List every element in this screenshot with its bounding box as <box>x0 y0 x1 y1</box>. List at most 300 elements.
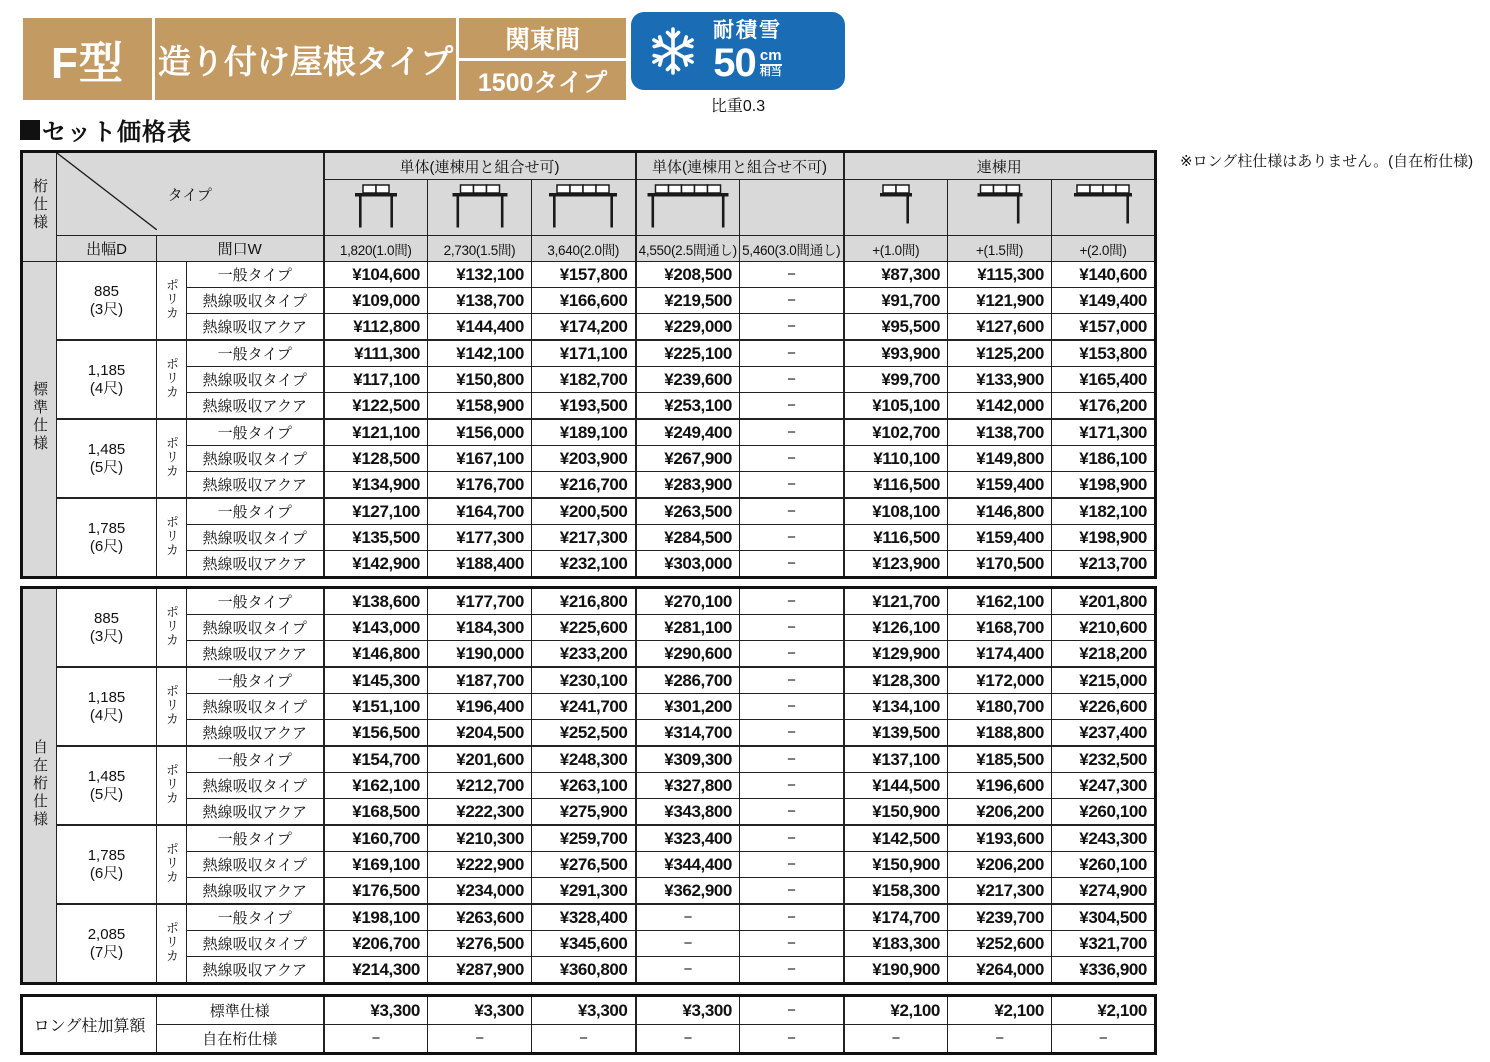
depth-header: 出幅D <box>57 236 157 262</box>
addon-price-cell: − <box>948 1025 1052 1054</box>
price-cell: ¥314,700 <box>636 720 740 747</box>
price-cell: ¥162,100 <box>324 773 428 799</box>
price-cell: ¥110,100 <box>844 446 948 472</box>
dimension-row <box>22 236 1156 262</box>
price-cell: ¥198,100 <box>324 904 428 931</box>
price-cell: ¥203,900 <box>532 446 636 472</box>
panel-type-cell: 熱線吸収アクア <box>187 799 324 826</box>
price-row <box>22 262 1156 288</box>
price-cell: ¥177,700 <box>428 588 532 615</box>
price-cell: ¥281,100 <box>636 615 740 641</box>
panel-type-cell: 熱線吸収タイプ <box>187 931 324 957</box>
addon-price-cell: ¥2,100 <box>1052 996 1156 1025</box>
addon-price-cell: ¥2,100 <box>844 996 948 1025</box>
price-cell: ¥204,500 <box>428 720 532 747</box>
material-cell: ポリカ <box>157 667 187 746</box>
price-cell: ¥184,300 <box>428 615 532 641</box>
column-group-row <box>22 152 1156 180</box>
price-cell: − <box>740 852 844 878</box>
price-cell: ¥252,600 <box>948 931 1052 957</box>
price-cell: ¥190,900 <box>844 957 948 984</box>
price-cell: ¥226,600 <box>1052 694 1156 720</box>
price-cell: ¥144,400 <box>428 314 532 341</box>
price-row <box>22 773 1156 799</box>
price-cell: ¥174,200 <box>532 314 636 341</box>
panel-type-cell: 熱線吸収タイプ <box>187 773 324 799</box>
price-cell: ¥142,900 <box>324 551 428 578</box>
price-cell: ¥214,300 <box>324 957 428 984</box>
price-cell: ¥180,700 <box>948 694 1052 720</box>
price-cell: ¥99,700 <box>844 367 948 393</box>
price-cell: ¥142,100 <box>428 340 532 367</box>
model-badge <box>23 18 152 100</box>
price-cell: ¥230,100 <box>532 667 636 694</box>
price-cell: ¥267,900 <box>636 446 740 472</box>
price-cell: ¥159,400 <box>948 525 1052 551</box>
price-cell: ¥218,200 <box>1052 641 1156 668</box>
price-cell: ¥123,900 <box>844 551 948 578</box>
price-cell: − <box>740 314 844 341</box>
price-cell: ¥284,500 <box>636 525 740 551</box>
price-cell: ¥212,700 <box>428 773 532 799</box>
roof-icon-cell <box>532 180 636 236</box>
roof-diagram-icon <box>533 180 633 230</box>
price-cell: ¥344,400 <box>636 852 740 878</box>
price-cell: ¥345,600 <box>532 931 636 957</box>
price-cell: ¥188,800 <box>948 720 1052 747</box>
price-cell: ¥206,200 <box>948 852 1052 878</box>
price-cell: ¥109,000 <box>324 288 428 314</box>
section-title <box>20 112 192 147</box>
price-cell: ¥276,500 <box>428 931 532 957</box>
panel-type-cell: 熱線吸収アクア <box>187 720 324 747</box>
girder-spec-header: 桁仕様 <box>22 152 57 262</box>
price-cell: ¥222,900 <box>428 852 532 878</box>
price-cell: − <box>740 773 844 799</box>
long-post-addon-table <box>20 994 1157 1055</box>
price-cell: ¥259,700 <box>532 825 636 852</box>
price-cell: ¥165,400 <box>1052 367 1156 393</box>
price-row <box>22 799 1156 826</box>
dimension-header: +(1.5間) <box>948 236 1052 262</box>
price-cell: ¥151,100 <box>324 694 428 720</box>
roof-diagram-icon <box>326 180 426 230</box>
price-cell: ¥201,800 <box>1052 588 1156 615</box>
price-row <box>22 419 1156 446</box>
price-cell: ¥158,300 <box>844 878 948 905</box>
price-cell: ¥128,500 <box>324 446 428 472</box>
price-cell: − <box>740 446 844 472</box>
addon-price-cell: − <box>740 996 844 1025</box>
price-cell: − <box>740 746 844 773</box>
price-cell: ¥208,500 <box>636 262 740 288</box>
dimension-header: 3,640(2.0間) <box>532 236 636 262</box>
price-row <box>22 525 1156 551</box>
price-cell: − <box>740 340 844 367</box>
roof-type-label: 造り付け屋根タイプ <box>157 42 454 80</box>
price-cell: ¥229,000 <box>636 314 740 341</box>
standard-spec-table <box>20 150 1157 579</box>
price-row <box>22 498 1156 525</box>
price-cell: ¥162,100 <box>948 588 1052 615</box>
price-cell: ¥150,800 <box>428 367 532 393</box>
dimension-header: 1,820(1.0間) <box>324 236 428 262</box>
roof-diagram-icon <box>950 180 1050 230</box>
price-cell: − <box>740 694 844 720</box>
price-cell: ¥188,400 <box>428 551 532 578</box>
price-cell: ¥122,500 <box>324 393 428 420</box>
price-cell: ¥263,100 <box>532 773 636 799</box>
roof-icon-cell <box>324 180 428 236</box>
snow-load-title: 耐積雪 <box>713 18 782 42</box>
price-cell: ¥360,800 <box>532 957 636 984</box>
snow-load-unit: cm <box>759 46 782 64</box>
price-cell: ¥156,000 <box>428 419 532 446</box>
price-row <box>22 288 1156 314</box>
panel-type-cell: 一般タイプ <box>187 588 324 615</box>
price-cell: ¥362,900 <box>636 878 740 905</box>
roof-icon-cell <box>636 180 740 236</box>
price-cell: ¥132,100 <box>428 262 532 288</box>
price-cell: ¥104,600 <box>324 262 428 288</box>
price-cell: ¥336,900 <box>1052 957 1156 984</box>
price-cell: ¥216,800 <box>532 588 636 615</box>
roof-icon-cell <box>740 180 844 236</box>
price-cell: ¥144,500 <box>844 773 948 799</box>
price-row <box>22 367 1156 393</box>
module-label: 関東間 <box>504 26 580 54</box>
addon-price-cell: ¥3,300 <box>428 996 532 1025</box>
price-cell: ¥198,900 <box>1052 472 1156 499</box>
roof-icon-cell <box>844 180 948 236</box>
price-cell: ¥174,700 <box>844 904 948 931</box>
price-cell: ¥93,900 <box>844 340 948 367</box>
addon-spec-cell: 自在桁仕様 <box>157 1025 324 1054</box>
price-cell: ¥274,900 <box>1052 878 1156 905</box>
price-row <box>22 615 1156 641</box>
panel-type-cell: 一般タイプ <box>187 419 324 446</box>
price-cell: ¥323,400 <box>636 825 740 852</box>
addon-price-cell: − <box>324 1025 428 1054</box>
price-row <box>22 551 1156 578</box>
price-row <box>22 588 1156 615</box>
price-cell: ¥217,300 <box>948 878 1052 905</box>
price-cell: ¥196,400 <box>428 694 532 720</box>
price-cell: ¥239,600 <box>636 367 740 393</box>
price-cell: ¥309,300 <box>636 746 740 773</box>
price-cell: ¥170,500 <box>948 551 1052 578</box>
price-cell: ¥343,800 <box>636 799 740 826</box>
price-cell: ¥321,700 <box>1052 931 1156 957</box>
price-cell: ¥159,400 <box>948 472 1052 499</box>
price-cell: ¥156,500 <box>324 720 428 747</box>
price-cell: ¥145,300 <box>324 667 428 694</box>
addon-price-cell: ¥3,300 <box>636 996 740 1025</box>
panel-type-cell: 熱線吸収タイプ <box>187 446 324 472</box>
panel-type-cell: 一般タイプ <box>187 262 324 288</box>
price-cell: ¥115,300 <box>948 262 1052 288</box>
panel-type-cell: 熱線吸収アクア <box>187 551 324 578</box>
price-cell: ¥171,300 <box>1052 419 1156 446</box>
depth-cell: 1,485 (5尺) <box>57 419 157 498</box>
price-cell: − <box>636 904 740 931</box>
price-cell: ¥176,700 <box>428 472 532 499</box>
roof-diagram-icon <box>430 180 530 230</box>
material-cell: ポリカ <box>157 904 187 984</box>
width-header: 間口W <box>157 236 324 262</box>
material-cell: ポリカ <box>157 340 187 419</box>
material-cell: ポリカ <box>157 498 187 578</box>
price-cell: ¥275,900 <box>532 799 636 826</box>
price-cell: ¥121,900 <box>948 288 1052 314</box>
price-cell: ¥153,800 <box>1052 340 1156 367</box>
material-cell: ポリカ <box>157 419 187 498</box>
module-badge <box>459 18 626 58</box>
price-cell: ¥126,100 <box>844 615 948 641</box>
price-cell: ¥260,100 <box>1052 799 1156 826</box>
panel-type-cell: 熱線吸収タイプ <box>187 615 324 641</box>
addon-price-cell: ¥3,300 <box>532 996 636 1025</box>
panel-type-cell: 一般タイプ <box>187 746 324 773</box>
price-cell: ¥247,300 <box>1052 773 1156 799</box>
price-cell: ¥168,500 <box>324 799 428 826</box>
section-title-label: セット価格表 <box>42 119 192 146</box>
column-group-header: 単体(連棟用と組合せ可) <box>324 152 636 180</box>
snow-load-badge <box>631 12 845 90</box>
price-row <box>22 694 1156 720</box>
price-cell: ¥327,800 <box>636 773 740 799</box>
panel-type-cell: 一般タイプ <box>187 498 324 525</box>
price-cell: ¥121,100 <box>324 419 428 446</box>
price-cell: ¥127,600 <box>948 314 1052 341</box>
addon-row <box>22 1025 1156 1054</box>
dimension-header: 4,550(2.5間通し) <box>636 236 740 262</box>
price-cell: ¥301,200 <box>636 694 740 720</box>
price-cell: − <box>740 588 844 615</box>
panel-type-cell: 熱線吸収タイプ <box>187 525 324 551</box>
price-cell: ¥216,700 <box>532 472 636 499</box>
price-cell: ¥142,500 <box>844 825 948 852</box>
price-cell: ¥290,600 <box>636 641 740 668</box>
price-cell: ¥249,400 <box>636 419 740 446</box>
addon-spec-cell: 標準仕様 <box>157 996 324 1025</box>
price-cell: ¥196,600 <box>948 773 1052 799</box>
depth-cell: 885 (3尺) <box>57 588 157 668</box>
roof-icon-cell <box>948 180 1052 236</box>
price-cell: ¥283,900 <box>636 472 740 499</box>
price-cell: ¥200,500 <box>532 498 636 525</box>
price-cell: ¥210,600 <box>1052 615 1156 641</box>
price-cell: ¥116,500 <box>844 525 948 551</box>
price-cell: − <box>740 957 844 984</box>
price-row <box>22 446 1156 472</box>
jizai-spec-table <box>20 586 1157 985</box>
price-row <box>22 340 1156 367</box>
price-cell: ¥143,000 <box>324 615 428 641</box>
price-cell: ¥138,700 <box>948 419 1052 446</box>
price-cell: ¥146,800 <box>948 498 1052 525</box>
panel-type-cell: 一般タイプ <box>187 904 324 931</box>
snow-load-unit-suffix: 相当 <box>759 65 782 78</box>
price-cell: ¥127,100 <box>324 498 428 525</box>
price-cell: ¥168,700 <box>948 615 1052 641</box>
price-cell: − <box>740 525 844 551</box>
type-header-label: タイプ <box>167 186 212 204</box>
price-cell: ¥149,800 <box>948 446 1052 472</box>
panel-type-cell: 熱線吸収タイプ <box>187 288 324 314</box>
price-cell: ¥158,900 <box>428 393 532 420</box>
panel-type-cell: 熱線吸収アクア <box>187 957 324 984</box>
price-row <box>22 314 1156 341</box>
price-cell: ¥133,900 <box>948 367 1052 393</box>
price-cell: ¥287,900 <box>428 957 532 984</box>
price-cell: ¥198,900 <box>1052 525 1156 551</box>
price-cell: ¥206,200 <box>948 799 1052 826</box>
material-cell: ポリカ <box>157 262 187 341</box>
title-square-icon <box>20 120 40 140</box>
price-cell: − <box>740 367 844 393</box>
price-row <box>22 472 1156 499</box>
panel-type-cell: 一般タイプ <box>187 340 324 367</box>
price-cell: ¥304,500 <box>1052 904 1156 931</box>
dimension-header: 5,460(3.0間通し) <box>740 236 844 262</box>
column-group-header: 連棟用 <box>844 152 1156 180</box>
price-cell: − <box>740 799 844 826</box>
addon-price-cell: − <box>740 1025 844 1054</box>
price-cell: ¥328,400 <box>532 904 636 931</box>
price-cell: − <box>740 720 844 747</box>
panel-type-cell: 熱線吸収アクア <box>187 641 324 668</box>
price-cell: ¥193,600 <box>948 825 1052 852</box>
panel-type-cell: 熱線吸収タイプ <box>187 852 324 878</box>
price-cell: ¥239,700 <box>948 904 1052 931</box>
price-cell: ¥201,600 <box>428 746 532 773</box>
price-cell: ¥217,300 <box>532 525 636 551</box>
price-row <box>22 878 1156 905</box>
price-cell: − <box>740 551 844 578</box>
panel-type-cell: 一般タイプ <box>187 825 324 852</box>
addon-price-cell: − <box>532 1025 636 1054</box>
price-cell: ¥112,800 <box>324 314 428 341</box>
price-cell: ¥87,300 <box>844 262 948 288</box>
price-cell: ¥186,100 <box>1052 446 1156 472</box>
price-cell: ¥183,300 <box>844 931 948 957</box>
price-cell: ¥176,200 <box>1052 393 1156 420</box>
depth-cell: 1,785 (6尺) <box>57 498 157 578</box>
addon-price-cell: ¥3,300 <box>324 996 428 1025</box>
price-cell: ¥237,400 <box>1052 720 1156 747</box>
price-cell: − <box>740 825 844 852</box>
price-cell: ¥225,100 <box>636 340 740 367</box>
material-cell: ポリカ <box>157 746 187 825</box>
price-cell: − <box>740 262 844 288</box>
panel-type-cell: 熱線吸収アクア <box>187 472 324 499</box>
price-cell: ¥187,700 <box>428 667 532 694</box>
price-cell: ¥171,100 <box>532 340 636 367</box>
depth-cell: 1,785 (6尺) <box>57 825 157 904</box>
price-cell: ¥270,100 <box>636 588 740 615</box>
type-corner-cell <box>57 152 324 236</box>
price-cell: − <box>636 931 740 957</box>
price-cell: − <box>740 878 844 905</box>
price-cell: ¥108,100 <box>844 498 948 525</box>
price-row <box>22 641 1156 668</box>
model-label: F型 <box>51 39 124 88</box>
price-row <box>22 957 1156 984</box>
side-note: ※ロング柱仕様はありません。(自在桁仕様) <box>1180 153 1474 170</box>
roof-type-badge <box>155 18 456 100</box>
roof-icon-cell <box>1052 180 1156 236</box>
price-cell: ¥134,900 <box>324 472 428 499</box>
price-cell: ¥286,700 <box>636 667 740 694</box>
price-cell: ¥210,300 <box>428 825 532 852</box>
price-row <box>22 931 1156 957</box>
addon-price-cell: − <box>844 1025 948 1054</box>
depth-cell: 885 (3尺) <box>57 262 157 341</box>
price-cell: − <box>740 615 844 641</box>
depth-cell: 1,485 (5尺) <box>57 746 157 825</box>
price-cell: ¥172,000 <box>948 667 1052 694</box>
price-cell: ¥189,100 <box>532 419 636 446</box>
price-cell: ¥138,600 <box>324 588 428 615</box>
price-cell: ¥95,500 <box>844 314 948 341</box>
panel-type-cell: 熱線吸収アクア <box>187 878 324 905</box>
dimension-header: 2,730(1.5間) <box>428 236 532 262</box>
girder-spec-cell: 自在桁仕様 <box>22 588 57 984</box>
price-cell: − <box>740 393 844 420</box>
price-row <box>22 667 1156 694</box>
price-cell: − <box>740 667 844 694</box>
girder-spec-cell: 標準仕様 <box>22 262 57 578</box>
addon-price-cell: − <box>636 1025 740 1054</box>
price-row <box>22 904 1156 931</box>
price-cell: ¥167,100 <box>428 446 532 472</box>
price-cell: ¥150,900 <box>844 852 948 878</box>
panel-type-cell: 一般タイプ <box>187 667 324 694</box>
price-cell: ¥125,200 <box>948 340 1052 367</box>
price-cell: ¥177,300 <box>428 525 532 551</box>
type1500-label: 1500タイプ <box>477 68 608 97</box>
price-cell: − <box>740 288 844 314</box>
price-cell: − <box>740 904 844 931</box>
price-cell: ¥291,300 <box>532 878 636 905</box>
price-cell: ¥263,600 <box>428 904 532 931</box>
roof-diagram-icon <box>638 180 738 230</box>
price-cell: ¥139,500 <box>844 720 948 747</box>
price-cell: ¥248,300 <box>532 746 636 773</box>
price-cell: ¥252,500 <box>532 720 636 747</box>
price-cell: ¥121,700 <box>844 588 948 615</box>
price-cell: ¥134,100 <box>844 694 948 720</box>
price-cell: ¥111,300 <box>324 340 428 367</box>
price-cell: − <box>740 641 844 668</box>
column-group-header: 単体(連棟用と組合せ不可) <box>636 152 844 180</box>
panel-type-cell: 熱線吸収アクア <box>187 393 324 420</box>
depth-cell: 1,185 (4尺) <box>57 340 157 419</box>
price-cell: ¥276,500 <box>532 852 636 878</box>
price-row <box>22 852 1156 878</box>
price-cell: ¥182,700 <box>532 367 636 393</box>
price-cell: ¥166,600 <box>532 288 636 314</box>
roof-diagram-icon <box>846 180 946 230</box>
price-cell: ¥135,500 <box>324 525 428 551</box>
panel-type-cell: 熱線吸収タイプ <box>187 367 324 393</box>
price-cell: ¥193,500 <box>532 393 636 420</box>
price-row <box>22 393 1156 420</box>
price-cell: ¥169,100 <box>324 852 428 878</box>
price-cell: ¥150,900 <box>844 799 948 826</box>
price-row <box>22 720 1156 747</box>
